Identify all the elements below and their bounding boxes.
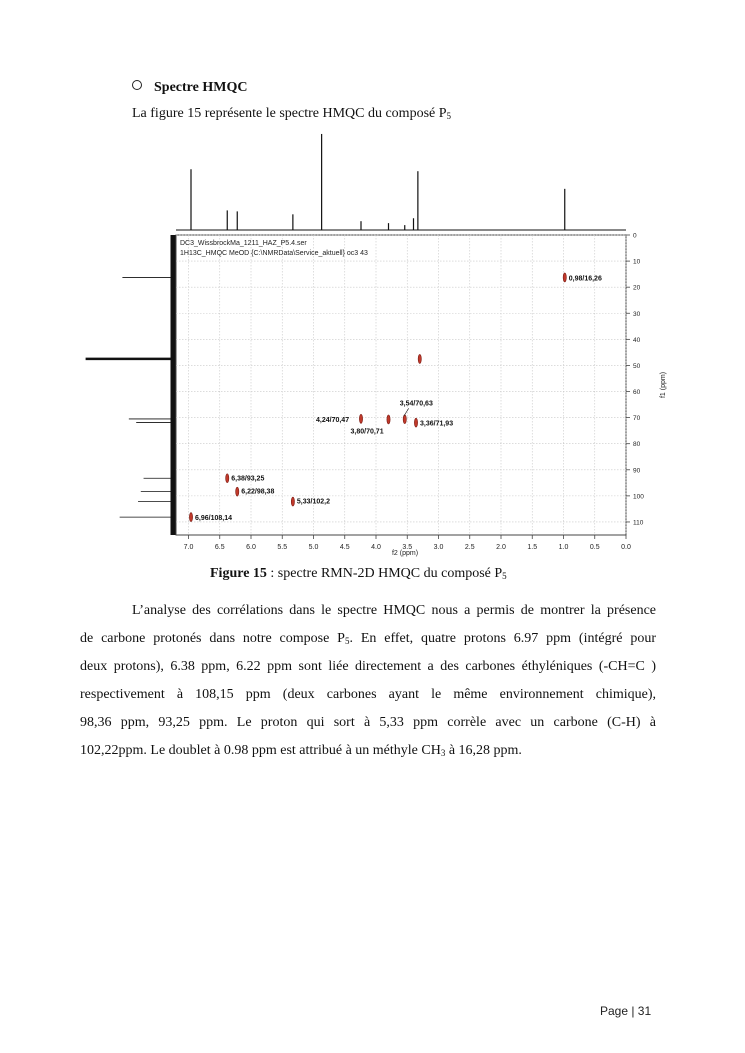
y-tick-label: 50 [633, 362, 641, 370]
section-heading-text: Spectre HMQC [154, 80, 248, 95]
caption-figure-number: Figure 15 [210, 566, 267, 581]
cross-peak [418, 354, 421, 363]
paragraph-line-3 [80, 659, 656, 675]
paragraph-line-1-text: L’analyse des corrélations dans le spectre HMQC nous a permis de montrer la présence [132, 603, 656, 618]
x-tick-label: 2.5 [464, 544, 475, 551]
y-tick-label: 30 [633, 310, 641, 318]
y-tick-label: 110 [633, 519, 644, 527]
x-tick-label: 1.5 [527, 544, 538, 551]
cross-peak [414, 418, 417, 427]
paragraph-line-6-part-b: à 16,28 ppm. [445, 743, 522, 758]
peak-label: 6,38/93,25 [231, 475, 265, 483]
caption-text: : spectre RMN-2D HMQC du composé P [266, 566, 503, 581]
file-info-line-1: DC3_WissbrockMa_1211_HAZ_P5.4.ser [180, 240, 307, 247]
caption-subscript: 5 [502, 571, 507, 581]
y-tick-label: 90 [633, 467, 641, 475]
peak-label: 6,22/98,38 [241, 488, 275, 496]
cross-peak [226, 474, 229, 483]
bullet-circle-icon [132, 80, 142, 90]
cross-peaks [189, 273, 566, 522]
hmqc-figure [78, 125, 678, 560]
y-axis-label: f1 (ppm) [660, 371, 667, 399]
paragraph-line-2-part-a: de carbone protonés dans notre compose P [80, 631, 345, 646]
x-tick-label: 3.0 [433, 544, 444, 551]
y-tick-label: 70 [633, 415, 641, 423]
x-tick-label: 1.0 [558, 544, 569, 551]
cross-peak [189, 513, 192, 522]
y-axis-ticks [626, 233, 644, 527]
x-tick-label: 4.0 [371, 544, 381, 551]
intro-subscript: 5 [446, 111, 452, 121]
paragraph-line-2-subscript: 5 [344, 636, 350, 646]
y-tick-label: 0 [633, 232, 637, 240]
paragraph-line-3-text: deux protons), 6.38 ppm, 6.22 ppm sont liée directement a des carbones éthyléniques (-CH=C ) [80, 659, 656, 674]
page-number: Page | 31 [600, 1004, 652, 1018]
cross-peak [387, 415, 390, 424]
f1-projection-spectrum [86, 235, 173, 535]
peak-label: 6,96/108,14 [195, 515, 232, 523]
x-tick-label: 2.0 [496, 544, 506, 551]
x-tick-label: 3.5 [402, 544, 413, 551]
x-axis-ticks [184, 535, 631, 551]
y-tick-label: 10 [633, 258, 641, 266]
peak-label: 5,33/102,2 [296, 498, 330, 506]
paragraph-line-6-part-a: 102,22ppm. Le doublet à 0.98 ppm est attribué à un méthyle CH [80, 743, 441, 758]
cross-peak [291, 497, 294, 506]
paragraph-line-2-part-b: . En effet, quatre protons 6.97 ppm (intégré pour [349, 631, 656, 646]
x-tick-label: 6.5 [214, 544, 225, 551]
intro-sentence [132, 106, 451, 122]
f2-projection-spectrum [176, 134, 626, 230]
y-tick-label: 100 [633, 493, 644, 501]
figure-caption [210, 566, 507, 582]
peak-label: 0,98/16,26 [568, 275, 602, 283]
cross-peak [563, 273, 566, 282]
paragraph-line-6-subscript: 3 [440, 748, 446, 758]
peak-label: 3,36/71,93 [420, 420, 454, 428]
intro-text: La figure 15 représente le spectre HMQC du composé P [132, 106, 447, 121]
y-tick-label: 80 [633, 441, 641, 449]
peak-label: 3,54/70,63 [399, 400, 433, 408]
peak-label: 4,24/70,47 [316, 416, 350, 424]
x-tick-label: 0.5 [589, 544, 600, 551]
x-tick-label: 6.0 [246, 544, 256, 551]
peak-label: 3,80/70,71 [350, 428, 384, 436]
x-tick-label: 5.0 [308, 544, 319, 551]
paragraph-line-5 [80, 715, 656, 731]
x-tick-label: 7.0 [183, 544, 194, 551]
x-axis-label: f2 (ppm) [391, 550, 419, 557]
paragraph-line-6 [80, 743, 658, 759]
hmqc-spectrum-chart [78, 125, 678, 560]
section-heading [132, 80, 247, 96]
x-tick-label: 5.5 [277, 544, 288, 551]
peak-labels [195, 275, 602, 522]
paragraph-line-4-text: respectivement à 108,15 ppm (deux carbones ayant le même environnement chimique), [80, 687, 656, 702]
peak-label-leader [404, 408, 409, 416]
cross-peak [359, 414, 362, 423]
paragraph-line-2-text [80, 631, 656, 647]
y-tick-label: 40 [633, 336, 641, 344]
paragraph-line-4 [80, 687, 656, 703]
y-tick-label: 20 [633, 284, 641, 292]
y-tick-label: 60 [633, 389, 641, 397]
x-tick-label: 4.5 [339, 544, 350, 551]
paragraph-line-1 [132, 603, 656, 619]
file-info-line-2: 1H13C_HMQC MeOD {C:\NMRData\Service_aktuell} oc3 43 [180, 250, 368, 257]
cross-peak [236, 487, 239, 496]
paragraph-line-5-text: 98,36 ppm, 93,25 ppm. Le proton qui sort à 5,33 ppm corrèle avec un carbone (C-H) à [80, 715, 656, 730]
paragraph-line-2 [80, 631, 656, 647]
x-tick-label: 0.0 [621, 544, 631, 551]
